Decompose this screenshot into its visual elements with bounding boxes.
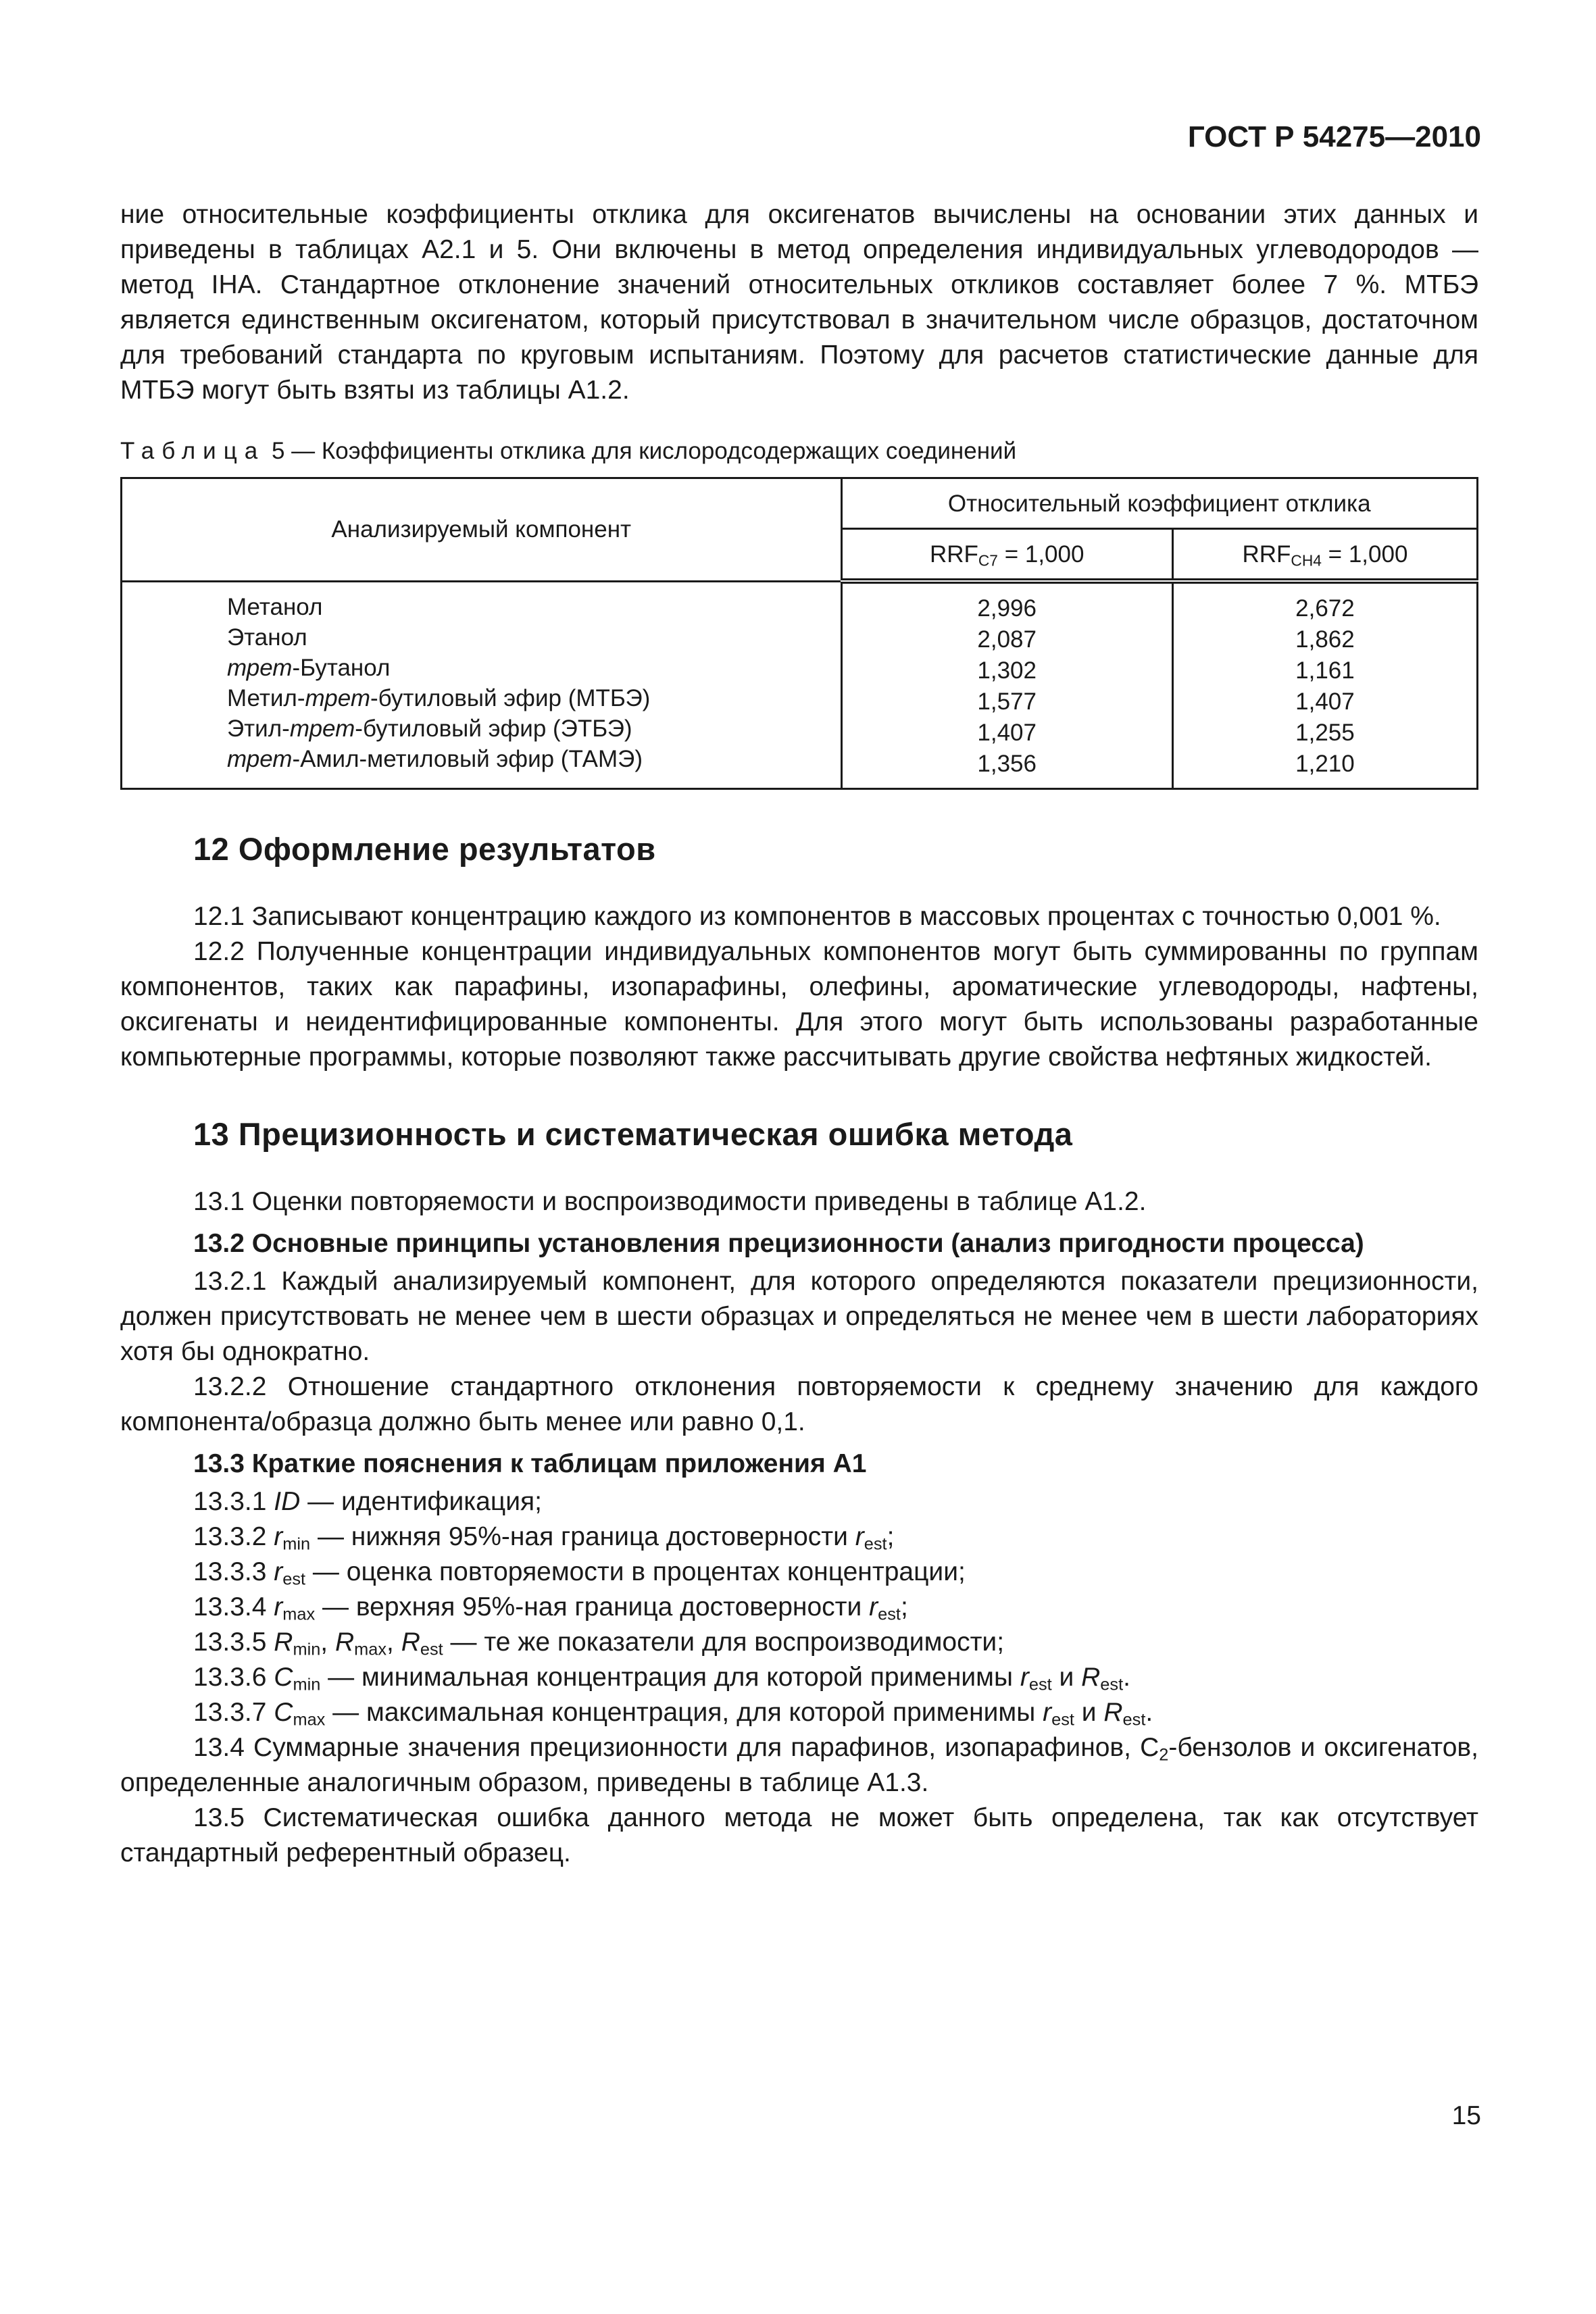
item-13-3-6: 13.3.6 $C_{min}$ — минимальная концентрация для которой применимы $r_{est}$ и $R_{est}$. <box>193 1663 1130 1694</box>
component-name: Этил-трет-бутиловый эфир (ЭТБЭ) <box>227 715 632 742</box>
page-number: 15 <box>1451 2101 1481 2130</box>
paragraph-12-2: 12.2 Полученные концентрации индивидуальных компонентов могут быть суммированны по группам компонентов, таких как парафины, изопарафины, олефины, ароматические углеводороды, нафтены, оксигенаты и неидентифицированные компоненты. Для этого могут быть использованы разработанные компьютерные программы, которые позволяют также рассчитывать другие свойства нефтяных жидкостей. <box>120 937 1478 1072</box>
page-content <box>120 197 1478 1871</box>
item-13-3-1: 13.3.1 ID — идентификация; <box>193 1487 542 1516</box>
component-name: Метил-трет-бутиловый эфир (МТБЭ) <box>227 684 651 711</box>
rrf-ch4-value: = 1,000 <box>1321 540 1408 568</box>
component-name: Метанол <box>227 593 323 620</box>
rrf-c7-subscript: C7 <box>978 551 998 570</box>
rrf-ch4-subscript: CH4 <box>1291 551 1322 570</box>
rrf-c7-value-cell: 2,087 <box>977 626 1037 653</box>
column-header-rrf-group: Относительный коэффициент отклика <box>841 478 1478 529</box>
rrf-ch4-value-cell: 2,672 <box>1295 595 1355 622</box>
table-caption-number: 5 <box>271 438 285 464</box>
subsection-13-2-heading: 13.2 Основные принципы установления прецизионности (анализ пригодности процесса) <box>193 1229 1364 1258</box>
item-13-3-3: 13.3.3 $r_{est}$ — оценка повторяемости в процентах концентрации; <box>193 1557 966 1589</box>
rrf-c7-values-cell <box>841 581 1172 789</box>
paragraph-13-2-2: 13.2.2 Отношение стандартного отклонения повторяемости к среднему значению для каждого компонента/образца должно быть менее или равно 0,1. <box>120 1372 1478 1436</box>
rrf-c7-value-cell: 2,996 <box>977 595 1037 622</box>
rrf-c7-value-cell: 1,356 <box>977 751 1037 777</box>
rrf-ch4-value-cell: 1,210 <box>1295 751 1355 777</box>
rrf-ch4-value-cell: 1,862 <box>1295 626 1355 653</box>
rrf-c7-label: RRF <box>929 540 978 568</box>
component-name: трет-Бутанол <box>227 654 391 681</box>
section-13-heading: 13 Прецизионность и систематическая ошибка метода <box>193 1116 1073 1152</box>
component-name: Этанол <box>227 624 307 651</box>
item-13-3-7: 13.3.7 $C_{max}$ — максимальная концентрация, для которой применимы $r_{est}$ и $R_{est}$. <box>193 1698 1153 1730</box>
rrf-c7-value-cell: 1,577 <box>977 688 1037 715</box>
item-13-3-4: 13.3.4 $r_{max}$ — верхняя 95%-ная граница достоверности $r_{est}$; <box>193 1592 908 1624</box>
rrf-ch4-values-cell <box>1172 581 1477 789</box>
column-header-component: Анализируемый компонент <box>122 478 842 582</box>
rrf-c7-value: = 1,000 <box>997 540 1084 568</box>
component-name: трет-Амил-метиловый эфир (ТАМЭ) <box>227 745 643 772</box>
paragraph-13-2-1: 13.2.1 Каждый анализируемый компонент, для которого определяются показатели прецизионности, должен присутствовать не менее чем в шести образцах и определяться не менее чем в шести лабораториях хотя бы однократно. <box>120 1267 1478 1366</box>
subsection-13-3-heading: 13.3 Краткие пояснения к таблицам приложения А1 <box>193 1449 867 1478</box>
item-13-3-5: 13.3.5 $R_{min}$, $R_{max}$, $R_{est}$ — те же показатели для воспроизводимости; <box>193 1628 1005 1659</box>
table-body-row <box>122 581 1478 789</box>
paragraph-12-1: 12.1 Записывают концентрацию каждого из компонентов в массовых процентах с точностью 0,001 %. <box>193 902 1441 931</box>
section-12-heading: 12 Оформление результатов <box>193 831 656 867</box>
table-caption-label: Таблица <box>120 438 266 464</box>
component-names-cell <box>122 581 842 789</box>
item-13-3-2: 13.3.2 $r_{min}$ — нижняя 95%-ная граница достоверности $r_{est}$; <box>193 1522 895 1554</box>
rrf-ch4-label: RRF <box>1242 540 1291 568</box>
column-header-rrf-ch4 <box>1172 529 1477 582</box>
rrf-ch4-value-cell: 1,161 <box>1295 657 1355 684</box>
table-caption-text: — Коэффициенты отклика для кислородсодержащих соединений <box>291 438 1017 464</box>
paragraph-13-5: 13.5 Систематическая ошибка данного метода не может быть определена, так как отсутствует стандартный референтный образец. <box>120 1803 1478 1867</box>
response-factor-table <box>120 477 1478 790</box>
paragraph-13-4: 13.4 Суммарные значения прецизионности для парафинов, изопарафинов, $С_2$-бензолов и оксигенатов, определенные аналогичным образом, приведены в таблице А1.3. <box>120 1733 1478 1797</box>
document-code-header: ГОСТ Р 54275—2010 <box>1187 120 1481 153</box>
intro-paragraph: ние относительные коэффициенты отклика для оксигенатов вычислены на основании этих данных и приведены в таблицах А2.1 и 5. Они включены в метод определения индивидуальных углеводородов — метод IHA. Стандартное отклонение значений относительных откликов составляет более 7 %. МТБЭ является единственным оксигенатом, который присутствовал в значительном числе образцов, достаточном для требований стандарта по круговым испытаниям. Поэтому для расчетов статистические данные для МТБЭ могут быть взяты из таблицы А1.2. <box>120 200 1478 405</box>
rrf-c7-value-cell: 1,302 <box>977 657 1037 684</box>
rrf-c7-value-cell: 1,407 <box>977 720 1037 746</box>
column-header-rrf-c7 <box>841 529 1172 582</box>
rrf-ch4-value-cell: 1,407 <box>1295 688 1355 715</box>
rrf-ch4-value-cell: 1,255 <box>1295 720 1355 746</box>
paragraph-13-1: 13.1 Оценки повторяемости и воспроизводимости приведены в таблице А1.2. <box>193 1187 1147 1216</box>
table-caption <box>120 436 1478 466</box>
